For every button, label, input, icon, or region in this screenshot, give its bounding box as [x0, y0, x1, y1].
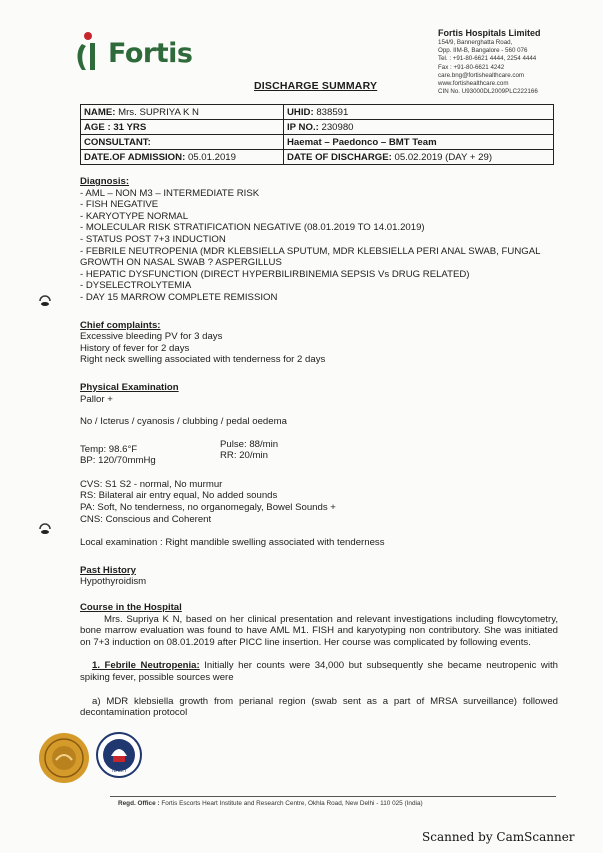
local-exam: Local examination : Right mandible swelling associated with tenderness	[80, 537, 385, 549]
address-line: 154/9, Bannerghatta Road,	[438, 39, 513, 46]
list-item: - KARYOTYPE NORMAL	[80, 210, 189, 222]
diagnosis-heading: Diagnosis:	[80, 176, 130, 187]
table-row	[81, 150, 554, 165]
punch-hole-icon	[38, 522, 52, 536]
list-item: History of fever for 2 days	[80, 342, 190, 354]
table-row	[81, 135, 554, 150]
uhid-value: 838591	[316, 106, 349, 118]
document-title: DISCHARGE SUMMARY	[254, 80, 378, 92]
uhid-cell	[284, 105, 554, 120]
exam-heading: Physical Examination	[80, 381, 179, 393]
respiratory-rate: RR: 20/min	[220, 450, 268, 462]
course-heading: Course in the Hospital	[80, 602, 182, 614]
logo-wordmark: Fortis	[108, 38, 193, 69]
ip-label: IP NO.:	[287, 121, 319, 133]
list-item: Excessive bleeding PV for 3 days	[80, 331, 223, 343]
admission-label: DATE.OF ADMISSION:	[84, 151, 186, 163]
patient-name: Mrs. SUPRIYA K N	[118, 106, 199, 118]
consultant-cell	[284, 135, 554, 150]
list-item: - FEBRILE NEUTROPENIA (MDR KLEBSIELLA SPUTUM, MDR KLEBSIELLA PERI ANAL SWAB, FUNGAL GROWTH ON NASAL SWAB ? ASPERGILLUS	[80, 245, 541, 269]
list-item: - MOLECULAR RISK STRATIFICATION NEGATIVE (08.01.2019 TO 14.01.2019)	[80, 222, 425, 234]
list-item: - FISH NEGATIVE	[80, 199, 159, 211]
scanner-watermark: Scanned by CamScanner	[422, 830, 575, 844]
summary-content	[80, 176, 558, 719]
address-line: CIN No. U93000DL2009PLC222166	[438, 88, 538, 96]
ip-value: 230980	[321, 121, 354, 133]
name-cell	[81, 105, 284, 120]
list-item: PA: Soft, No tenderness, no organomegaly, Bowel Sounds +	[80, 502, 336, 514]
age-label: AGE :	[84, 121, 111, 133]
list-item: RS: Bilateral air entry equal, No added sounds	[80, 490, 278, 502]
table-row	[81, 120, 554, 135]
address-line: care.bng@fortishealthcare.com	[438, 71, 525, 79]
past-history-text: Hypothyroidism	[80, 576, 147, 588]
list-item: - AML – NON M3 – INTERMEDIATE RISK	[80, 187, 260, 199]
accreditation-seal-icon	[38, 732, 90, 784]
consultant-value: Haemat – Paedonco – BMT Team	[287, 136, 437, 148]
ip-cell	[284, 120, 554, 135]
consultant-label: CONSULTANT:	[84, 136, 151, 148]
address-line: Tel. : +91-80-6621 4444, 2254 4444	[438, 55, 537, 63]
fortis-logo	[72, 30, 192, 72]
list-item: - STATUS POST 7+3 INDUCTION	[80, 233, 226, 245]
febrile-neutropenia	[80, 660, 558, 683]
diagnosis-list	[80, 188, 558, 304]
footer-label: Regd. Office :	[118, 800, 160, 807]
consultant-label-cell	[81, 135, 284, 150]
list-item: - DYSELECTROLYTEMIA	[80, 280, 192, 292]
blood-pressure: BP: 120/70mmHg	[80, 455, 156, 467]
febrile-neutropenia-text: Initially her counts were 34,000 but subsequently she became neutropenic with spiking fever, possible sources were	[80, 660, 558, 683]
age-cell	[81, 120, 284, 135]
table-row	[81, 105, 554, 120]
age-value: 31 YRS	[113, 121, 147, 133]
pallor: Pallor +	[80, 393, 113, 405]
admission-cell	[81, 150, 284, 165]
discharge-date: 05.02.2019 (DAY + 29)	[394, 151, 493, 163]
footer-divider	[110, 796, 556, 797]
list-item: CVS: S1 S2 - normal, No murmur	[80, 478, 223, 490]
list-item: - DAY 15 MARROW COMPLETE REMISSION	[80, 291, 278, 303]
past-history-heading: Past History	[80, 564, 136, 576]
exam-negatives: No / Icterus / cyanosis / clubbing / pedal oedema	[80, 416, 287, 428]
uhid-label: UHID:	[287, 106, 314, 118]
pulse: Pulse: 88/min	[220, 438, 279, 450]
list-item: CNS: Conscious and Coherent	[80, 513, 212, 525]
temperature: Temp: 98.6°F	[80, 443, 138, 455]
name-label: NAME:	[84, 106, 116, 118]
complaints-heading: Chief complaints:	[80, 319, 161, 331]
address-line: www.fortishealthcare.com	[438, 80, 509, 88]
discharge-cell	[284, 150, 554, 165]
list-item: Right neck swelling associated with tenderness for 2 days	[80, 354, 326, 366]
mdr-klebsiella-note: a) MDR klebsiella growth from perianal region (swab sent as a part of MRSA surveillance) followed decontamination protocol	[80, 695, 558, 719]
nabh-seal-icon	[96, 732, 142, 778]
footer-address: Fortis Escorts Heart Institute and Research Centre, Okhla Road, New Delhi - 110 025 (India)	[159, 800, 423, 807]
vitals-left	[80, 439, 220, 467]
admission-date: 05.01.2019	[187, 151, 236, 163]
address-line: Opp. IIM-B, Bangalore - 560 076	[438, 47, 528, 55]
patient-info-table	[80, 104, 554, 165]
list-item: - HEPATIC DYSFUNCTION (DIRECT HYPERBILIRBINEMIA SEPSIS Vs DRUG RELATED)	[80, 268, 470, 280]
febrile-neutropenia-label: 1. Febrile Neutropenia:	[92, 660, 200, 672]
vitals-right	[220, 439, 360, 467]
hospital-address	[438, 28, 598, 96]
systems-exam	[80, 479, 558, 525]
nabh-seal-text: NABH	[112, 768, 126, 774]
company-name: Fortis Hospitals Limited	[438, 28, 541, 38]
course-paragraph: Mrs. Supriya K N, based on her clinical presentation and relevant investigations including flowcytometry, bone marrow evaluation was found to have AML M1. FISH and karyotyping non contributory. She was initiated on 7+3 induction on 08.01.2019 after PICC line insertion. Her course was complicated by following events.	[80, 613, 558, 648]
address-line: Fax : +91-80-6621 4242	[438, 63, 505, 71]
punch-hole-icon	[38, 294, 52, 308]
vitals	[80, 439, 558, 467]
discharge-label: DATE OF DISCHARGE:	[287, 151, 392, 163]
footer-regd-office	[118, 800, 423, 807]
fortis-mark-icon	[72, 30, 108, 72]
